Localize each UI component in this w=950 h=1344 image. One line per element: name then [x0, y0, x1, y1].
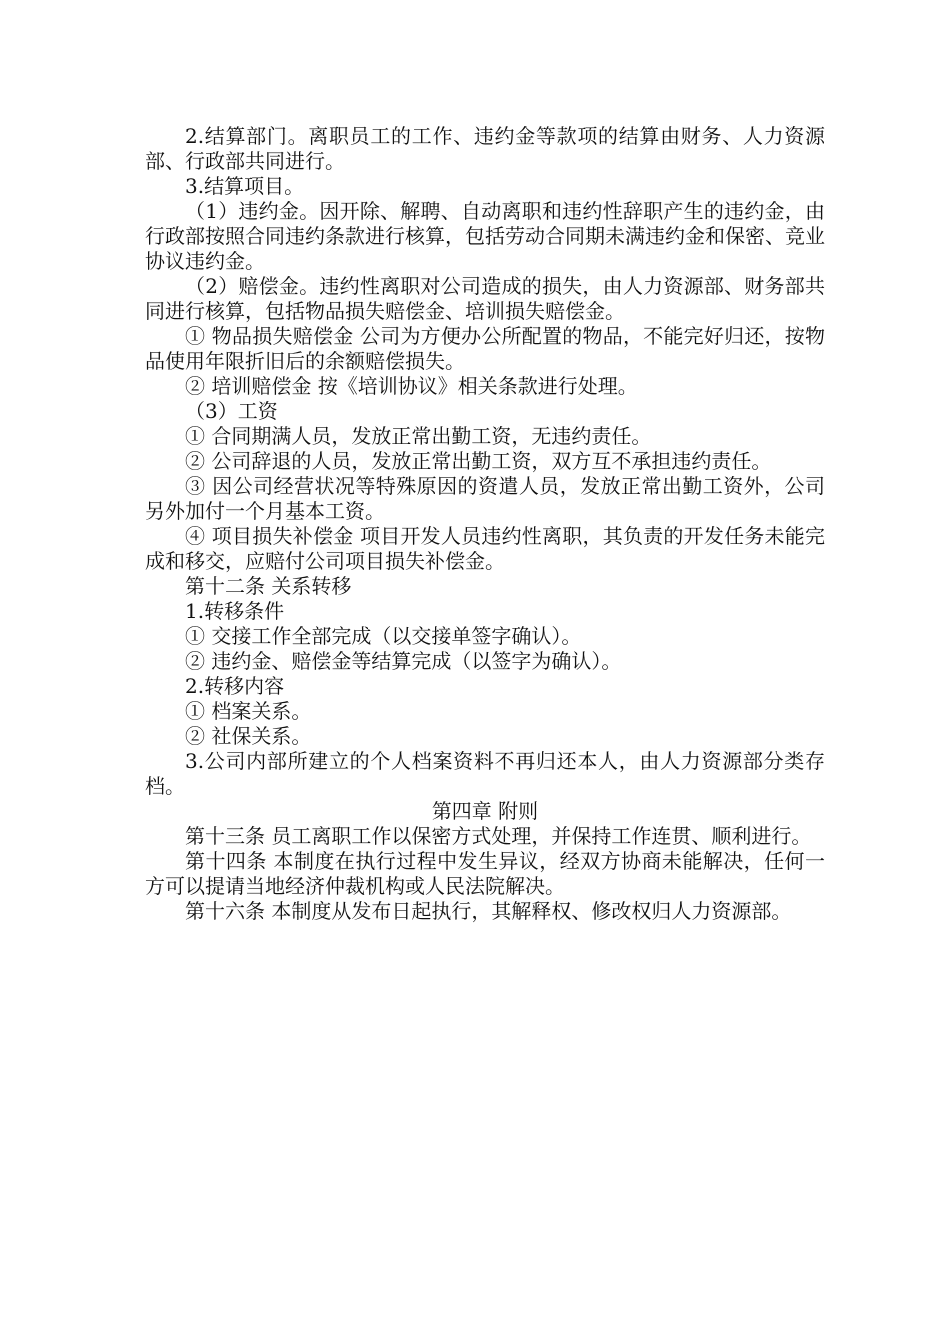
paragraph-settlement-department: 2.结算部门。离职员工的工作、违约金等款项的结算由财务、人力资源部、行政部共同进行。 [145, 124, 825, 173]
paragraph-compensation: （2）赔偿金。违约性离职对公司造成的损失，由人力资源部、财务部共同进行核算，包括物品损失赔偿金、培训损失赔偿金。 [145, 274, 825, 323]
paragraph-dismissal: ② 公司辞退的人员，发放正常出勤工资，双方互不承担违约责任。 [185, 449, 772, 473]
paragraph-transfer-content: 2.转移内容 [185, 674, 285, 698]
paragraph-wages: （3）工资 [185, 399, 278, 423]
paragraph-contract-expiry: ① 合同期满人员，发放正常出勤工资，无违约责任。 [185, 424, 652, 448]
paragraph-social-security: ② 社保关系。 [185, 724, 312, 748]
paragraph-archive-relation: ① 档案关系。 [185, 699, 312, 723]
paragraph-training-compensation: ② 培训赔偿金 按《培训协议》相关条款进行处理。 [185, 374, 638, 398]
article-sixteen: 第十六条 本制度从发布日起执行，其解释权、修改权归人力资源部。 [185, 899, 792, 923]
paragraph-settlement-complete: ② 违约金、赔偿金等结算完成（以签字为确认）。 [185, 649, 622, 673]
paragraph-settlement-items: 3.结算项目。 [185, 174, 305, 198]
paragraph-penalty: （1）违约金。因开除、解聘、自动离职和违约性辞职产生的违约金，由行政部按照合同违约条款进行核算，包括劳动合同期未满违约金和保密、竞业协议违约金。 [145, 199, 825, 273]
article-fourteen: 第十四条 本制度在执行过程中发生异议，经双方协商未能解决，任何一方可以提请当地经济仲裁机构或人民法院解决。 [145, 849, 825, 898]
paragraph-item-loss: ① 物品损失赔偿金 公司为方便办公所配置的物品，不能完好归还，按物品使用年限折旧后的余额赔偿损失。 [145, 324, 825, 373]
paragraph-layoff: ③ 因公司经营状况等特殊原因的资遣人员，发放正常出勤工资外，公司另外加付一个月基本工资。 [145, 474, 825, 523]
paragraph-project-loss: ④ 项目损失补偿金 项目开发人员违约性离职，其负责的开发任务未能完成和移交，应赔付公司项目损失补偿金。 [145, 524, 825, 573]
document-page [145, 124, 825, 924]
paragraph-transfer-conditions: 1.转移条件 [185, 599, 285, 623]
paragraph-internal-archives: 3.公司内部所建立的个人档案资料不再归还本人，由人力资源部分类存档。 [145, 749, 825, 798]
chapter-heading: 第四章 附则 [431, 799, 539, 823]
article-twelve-heading: 第十二条 关系转移 [185, 574, 352, 598]
paragraph-handover-complete: ① 交接工作全部完成（以交接单签字确认）。 [185, 624, 582, 648]
article-thirteen: 第十三条 员工离职工作以保密方式处理，并保持工作连贯、顺利进行。 [185, 824, 812, 848]
